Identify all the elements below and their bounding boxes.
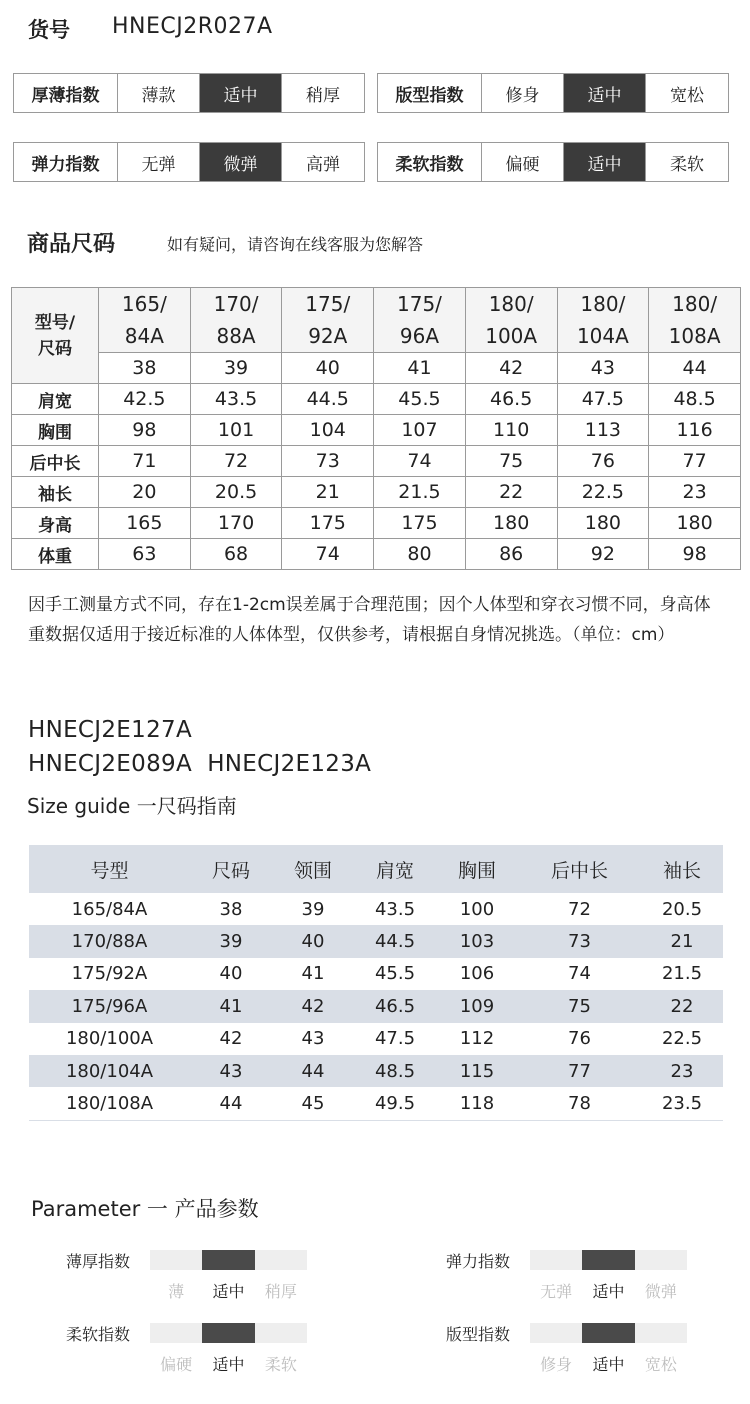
table-cell: 107	[374, 415, 466, 446]
row-label: 袖长	[12, 477, 99, 508]
selector-option-active: 适中	[200, 74, 282, 112]
parameter-label: 版型指数	[446, 1325, 511, 1344]
table-cell: 23	[641, 1055, 723, 1087]
table-cell: 115	[436, 1055, 518, 1087]
table-cell: 109	[436, 990, 518, 1022]
model-cell: 175/ 92A	[282, 288, 374, 353]
table-cell: 165/84A	[71, 898, 148, 920]
parameter-title: Parameter 一 产品参数	[31, 1197, 259, 1221]
parameter-options	[530, 1352, 687, 1375]
model-cell: 170/ 88A	[190, 288, 282, 353]
table-cell: 21	[641, 925, 723, 957]
size-cell: 38	[99, 353, 191, 384]
model-cell: 180/ 104A	[557, 288, 649, 353]
column-header: 后中长	[518, 845, 641, 893]
selector-label: 版型指数	[378, 74, 482, 112]
table-cell: 45.5	[374, 963, 416, 985]
table-row	[29, 925, 723, 957]
product-codes	[28, 713, 371, 781]
table-cell: 113	[557, 415, 649, 446]
table-cell: 47.5	[557, 384, 649, 415]
table-row	[12, 539, 741, 570]
table-cell: 20.5	[661, 898, 703, 920]
table-row	[29, 990, 723, 1022]
table-row	[12, 508, 741, 539]
column-header: 领围	[272, 845, 354, 893]
table-row	[12, 415, 741, 446]
column-header: 袖长	[641, 845, 723, 893]
column-header: 号型	[29, 845, 190, 893]
thickness-index-selector	[13, 73, 365, 113]
table-cell: 23.5	[661, 1093, 703, 1115]
parameter-option: 薄	[168, 1282, 185, 1301]
table-cell: 180	[649, 508, 741, 539]
table-cell: 41	[301, 963, 325, 985]
table-cell: 98	[649, 539, 741, 570]
table-cell: 38	[219, 898, 243, 920]
table-cell: 74	[374, 446, 466, 477]
table-cell: 100	[459, 898, 495, 920]
size-cell: 39	[190, 353, 282, 384]
table-cell: 103	[436, 925, 518, 957]
parameter-option-active: 适中	[212, 1355, 245, 1374]
table-cell: 39	[190, 925, 272, 957]
selector-option: 无弹	[118, 143, 200, 181]
selector-option: 薄款	[118, 74, 200, 112]
selector-option: 宽松	[670, 85, 704, 106]
table-cell: 21.5	[661, 963, 703, 985]
table-cell: 112	[459, 1028, 495, 1050]
selector-option: 修身	[482, 74, 564, 112]
table-row	[29, 1087, 723, 1120]
selector-label: 弹力指数	[14, 143, 118, 181]
selector-label: 厚薄指数	[14, 74, 118, 112]
model-cell: 180/ 108A	[649, 288, 741, 353]
table-cell: 73	[518, 925, 641, 957]
table-cell: 22.5	[661, 1028, 703, 1050]
table-cell: 78	[568, 1093, 591, 1115]
row-label: 体重	[12, 539, 99, 570]
size-section-note: 如有疑问，请咨询在线客服为您解答	[167, 235, 424, 254]
row-label: 肩宽	[12, 384, 99, 415]
table-cell: 39	[301, 898, 325, 920]
table-cell: 86	[465, 539, 557, 570]
table-row	[29, 1023, 723, 1055]
size-cell: 44	[649, 353, 741, 384]
table-cell: 75	[518, 990, 641, 1022]
table-cell: 170/88A	[29, 925, 190, 957]
table-cell: 71	[99, 446, 191, 477]
table-cell: 165	[99, 508, 191, 539]
parameter-option-active: 适中	[212, 1282, 245, 1301]
fit-level-bar	[530, 1323, 687, 1343]
parameter-option: 柔软	[264, 1355, 297, 1374]
fit-index-selector	[377, 73, 729, 113]
selector-option-active: 适中	[564, 143, 646, 181]
table-cell: 104	[282, 415, 374, 446]
table-cell: 21	[282, 477, 374, 508]
table-cell: 92	[557, 539, 649, 570]
column-header: 肩宽	[354, 845, 436, 893]
table-row	[29, 1055, 723, 1087]
parameter-option: 无弹	[540, 1282, 573, 1301]
table-cell: 20	[99, 477, 191, 508]
table-cell: 68	[190, 539, 282, 570]
row-label: 后中长	[12, 446, 99, 477]
table-cell: 45.5	[374, 384, 466, 415]
table-cell: 43	[301, 1028, 325, 1050]
table-cell: 46.5	[354, 990, 436, 1022]
parameter-option-active: 适中	[592, 1355, 625, 1374]
elasticity-index-selector	[13, 142, 365, 182]
selector-option: 高弹	[306, 154, 340, 175]
table-cell: 48.5	[649, 384, 741, 415]
selector-label: 柔软指数	[378, 143, 482, 181]
corner-label: 型号/尺码	[12, 288, 99, 384]
table-cell: 175/96A	[29, 990, 190, 1022]
table-cell: 63	[99, 539, 191, 570]
table-cell: 43	[190, 1055, 272, 1087]
selector-option-active: 适中	[564, 74, 646, 112]
table-cell: 22	[465, 477, 557, 508]
table-cell: 77	[518, 1055, 641, 1087]
table-cell: 72	[190, 446, 282, 477]
table-cell: 42	[272, 990, 354, 1022]
table-cell: 75	[465, 446, 557, 477]
table-cell: 22	[641, 990, 723, 1022]
size-cell: 42	[465, 353, 557, 384]
table-row	[29, 958, 723, 990]
parameter-label: 薄厚指数	[66, 1252, 131, 1271]
size-guide-table	[29, 845, 723, 1121]
table-cell: 43.5	[374, 898, 416, 920]
table-cell: 110	[465, 415, 557, 446]
size-cell: 40	[282, 353, 374, 384]
size-cell: 43	[557, 353, 649, 384]
table-cell: 44	[272, 1055, 354, 1087]
size-cell: 41	[374, 353, 466, 384]
parameter-option: 修身	[540, 1355, 573, 1374]
table-cell: 175	[374, 508, 466, 539]
table-row	[29, 893, 723, 925]
parameter-options	[150, 1352, 307, 1375]
item-number-value: HNECJ2R027A	[112, 14, 273, 39]
table-cell: 175/92A	[71, 963, 148, 985]
product-code-line: HNECJ2E127A	[28, 717, 192, 743]
size-section-title: 商品尺码	[27, 232, 116, 257]
table-cell: 46.5	[465, 384, 557, 415]
table-row	[12, 288, 741, 353]
table-cell: 22.5	[557, 477, 649, 508]
selector-option-active: 微弹	[200, 143, 282, 181]
selector-option: 柔软	[670, 154, 704, 175]
table-cell: 101	[190, 415, 282, 446]
table-cell: 40	[272, 925, 354, 957]
selector-option: 偏硬	[482, 143, 564, 181]
table-cell: 180	[557, 508, 649, 539]
parameter-option-active: 适中	[592, 1282, 625, 1301]
table-cell: 116	[649, 415, 741, 446]
table-cell: 42	[219, 1028, 243, 1050]
table-cell: 44.5	[354, 925, 436, 957]
parameter-option: 宽松	[644, 1355, 677, 1374]
table-cell: 40	[219, 963, 243, 985]
table-cell: 180/108A	[65, 1093, 154, 1115]
size-table	[11, 287, 741, 570]
table-cell: 74	[568, 963, 591, 985]
softness-index-selector	[377, 142, 729, 182]
table-cell: 45	[301, 1093, 325, 1115]
table-cell: 180	[465, 508, 557, 539]
table-cell: 77	[649, 446, 741, 477]
table-cell: 41	[190, 990, 272, 1022]
table-cell: 20.5	[190, 477, 282, 508]
table-cell: 180/100A	[65, 1028, 154, 1050]
table-cell: 106	[459, 963, 495, 985]
table-cell: 175	[282, 508, 374, 539]
table-row	[12, 446, 741, 477]
row-label: 胸围	[12, 415, 99, 446]
parameter-option: 微弹	[644, 1282, 677, 1301]
table-cell: 49.5	[374, 1093, 416, 1115]
row-label: 身高	[12, 508, 99, 539]
item-number-label: 货号	[28, 18, 70, 42]
table-cell: 76	[557, 446, 649, 477]
table-cell: 98	[99, 415, 191, 446]
model-cell: 165/ 84A	[99, 288, 191, 353]
table-row	[12, 353, 741, 384]
table-cell: 76	[568, 1028, 591, 1050]
parameter-option: 偏硬	[160, 1355, 193, 1374]
table-row	[12, 477, 741, 508]
parameter-label: 柔软指数	[66, 1325, 131, 1344]
elasticity-level-bar	[530, 1250, 687, 1270]
table-cell: 48.5	[354, 1055, 436, 1087]
column-header: 尺码	[190, 845, 272, 893]
table-row	[12, 384, 741, 415]
column-header: 胸围	[436, 845, 518, 893]
table-cell: 74	[282, 539, 374, 570]
table-cell: 73	[282, 446, 374, 477]
table-cell: 180/104A	[29, 1055, 190, 1087]
table-cell: 118	[459, 1093, 495, 1115]
parameter-options	[150, 1279, 307, 1302]
table-cell: 44.5	[282, 384, 374, 415]
table-cell: 43.5	[190, 384, 282, 415]
measurement-disclaimer: 因手工测量方式不同，存在1-2cm误差属于合理范围；因个人体型和穿衣习惯不同，身高体重数据仅适用于接近标准的人体体型，仅供参考，请根据自身情况挑选。（单位：cm）	[28, 595, 711, 645]
parameter-options	[530, 1279, 687, 1302]
thickness-level-bar	[150, 1250, 307, 1270]
selector-option: 稍厚	[306, 85, 340, 106]
table-cell: 47.5	[374, 1028, 416, 1050]
product-code-line: HNECJ2E089A HNECJ2E123A	[28, 751, 372, 777]
table-cell: 23	[649, 477, 741, 508]
table-cell: 21.5	[374, 477, 466, 508]
table-cell: 44	[219, 1093, 243, 1115]
table-cell: 170	[190, 508, 282, 539]
model-cell: 180/ 100A	[465, 288, 557, 353]
parameter-option: 稍厚	[264, 1282, 297, 1301]
table-cell: 72	[568, 898, 591, 920]
softness-level-bar	[150, 1323, 307, 1343]
model-cell: 175/ 96A	[374, 288, 466, 353]
table-header-row	[29, 845, 723, 893]
parameter-label: 弹力指数	[446, 1252, 511, 1271]
size-guide-title: Size guide 一尺码指南	[27, 794, 237, 818]
table-cell: 80	[374, 539, 466, 570]
table-cell: 42.5	[99, 384, 191, 415]
